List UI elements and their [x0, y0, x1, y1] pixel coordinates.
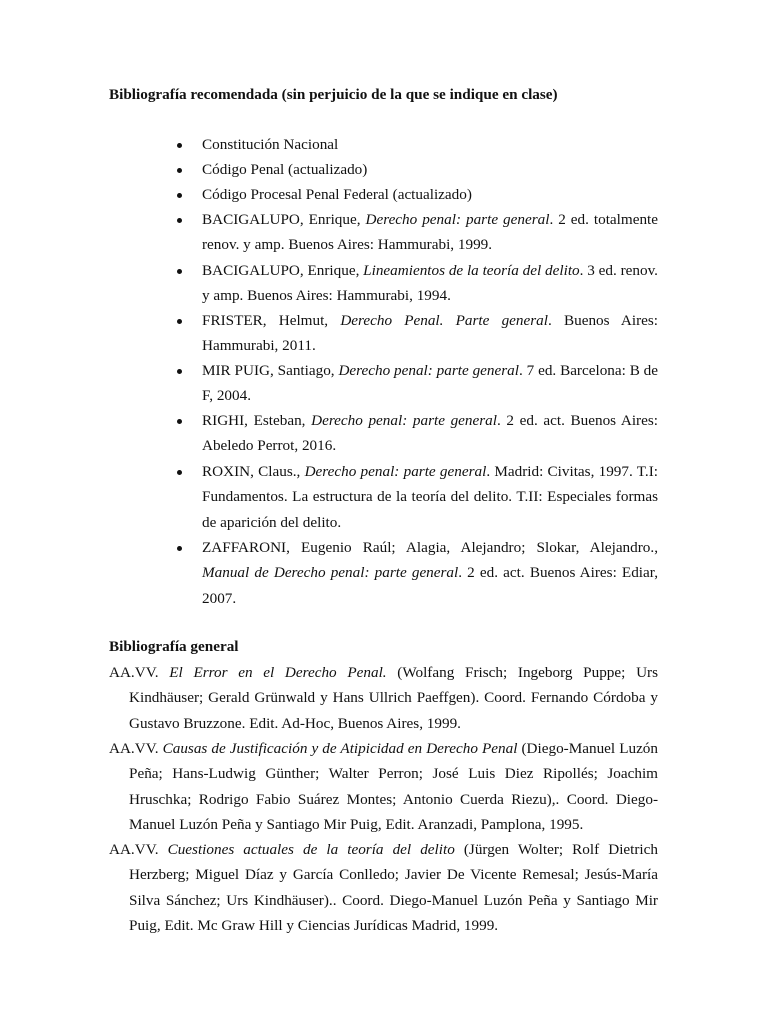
item-author: MIR PUIG, Santiago, — [202, 362, 339, 379]
item-publication: . Buenos Aires: Hammurabi, 2011. — [202, 312, 659, 355]
item-title: Derecho penal: parte general — [311, 412, 497, 429]
item-title: Derecho Penal. Parte general — [340, 312, 548, 329]
list-item — [202, 207, 658, 258]
bullet-icon — [177, 546, 182, 551]
item-publication: . Madrid: Civitas, 1997. T.I: Fundamentos. La estructura de la teoría del delito. T.II: Especiales formas de aparición del delito. — [202, 463, 658, 531]
bullet-icon — [177, 168, 182, 173]
item-title: Lineamientos de la teoría del delito — [363, 262, 580, 279]
list-item — [202, 308, 658, 359]
bibliography-entry — [109, 660, 658, 736]
item-title: Derecho penal: parte general — [304, 463, 487, 480]
item-title: Derecho penal: parte general — [365, 211, 550, 228]
entry-author: AA.VV. — [109, 740, 163, 757]
item-publication: . 2 ed. totalmente renov. y amp. Buenos Aires: Hammurabi, 1999. — [202, 211, 658, 254]
item-title: Derecho penal: parte general — [338, 362, 519, 379]
bullet-icon — [177, 193, 182, 198]
item-publication: . 2 ed. act. Buenos Aires: Abeledo Perrot, 2016. — [202, 412, 658, 455]
bullet-icon — [177, 143, 182, 148]
bullet-icon — [177, 218, 182, 223]
entry-details: (Diego-Manuel Luzón Peña; Hans-Ludwig Günther; Walter Perron; José Luis Diez Ripollés; Joachim Hruschka; Rodrigo Fabio Suárez Montes; Antonio Cuerda Riezu),. Coord. Diego-Manuel Luzón Peña y Santiago Mir Puig, Edit. Aranzadi, Pamplona, 1995. — [129, 740, 658, 834]
list-item — [202, 535, 658, 611]
bibliography-entry — [109, 837, 658, 939]
item-author: FRISTER, Helmut, — [202, 312, 341, 329]
entry-author: AA.VV. — [109, 664, 170, 681]
list-item — [202, 358, 658, 409]
item-author: RIGHI, Esteban, — [202, 412, 312, 429]
item-author: ROXIN, Claus., — [202, 463, 305, 480]
list-item — [202, 182, 658, 207]
bullet-icon — [177, 269, 182, 274]
bibliography-entry — [109, 736, 658, 838]
entry-title: Causas de Justificación y de Atipicidad en Derecho Penal — [162, 740, 518, 757]
list-item — [202, 258, 658, 309]
list-item — [202, 408, 658, 459]
entry-author: AA.VV. — [109, 841, 168, 858]
bullet-icon — [177, 369, 182, 374]
item-title: Manual de Derecho penal: parte general — [202, 564, 459, 582]
list-item — [202, 132, 658, 157]
item-text: Constitución Nacional — [202, 136, 339, 153]
general-bibliography-heading: Bibliografía general — [109, 638, 239, 655]
item-author: ZAFFARONI, Eugenio Raúl; Alagia, Alejandro; Slokar, Alejandro., — [202, 539, 658, 556]
list-item — [202, 459, 658, 535]
entry-title: El Error en el Derecho Penal. — [169, 664, 387, 681]
item-text: Código Procesal Penal Federal (actualizado) — [202, 186, 472, 203]
entry-details: (Jürgen Wolter; Rolf Dietrich Herzberg; Miguel Díaz y García Conlledo; Javier De Vicente Remesal; Jesús-María Silva Sánchez; Urs Kindhäuser).. Coord. Diego-Manuel Luzón Peña y Santiago Mir Puig, Edit. Mc Graw Hill y Ciencias Jurídicas Madrid, 1999. — [129, 841, 658, 935]
bullet-icon — [177, 319, 182, 324]
list-item — [202, 157, 658, 182]
bullet-icon — [177, 419, 182, 424]
item-author: BACIGALUPO, Enrique, — [202, 211, 366, 228]
entry-title: Cuestiones actuales de la teoría del delito — [167, 841, 455, 858]
item-publication: . 3 ed. renov. y amp. Buenos Aires: Hammurabi, 1994. — [202, 262, 658, 305]
item-publication: . 2 ed. act. Buenos Aires: Ediar, 2007. — [202, 564, 659, 607]
item-author: BACIGALUPO, Enrique, — [202, 262, 364, 279]
item-publication: . 7 ed. Barcelona: B de F, 2004. — [202, 362, 659, 405]
item-text: Código Penal (actualizado) — [202, 161, 368, 178]
entry-details: (Wolfang Frisch; Ingeborg Puppe; Urs Kindhäuser; Gerald Grünwald y Hans Ullrich Paeffgen). Coord. Fernando Córdoba y Gustavo Bruzzone. Edit. Ad-Hoc, Buenos Aires, 1999. — [129, 664, 659, 732]
bullet-icon — [177, 470, 182, 475]
recommended-bibliography-heading: Bibliografía recomendada (sin perjuicio de la que se indique en clase) — [109, 86, 558, 103]
